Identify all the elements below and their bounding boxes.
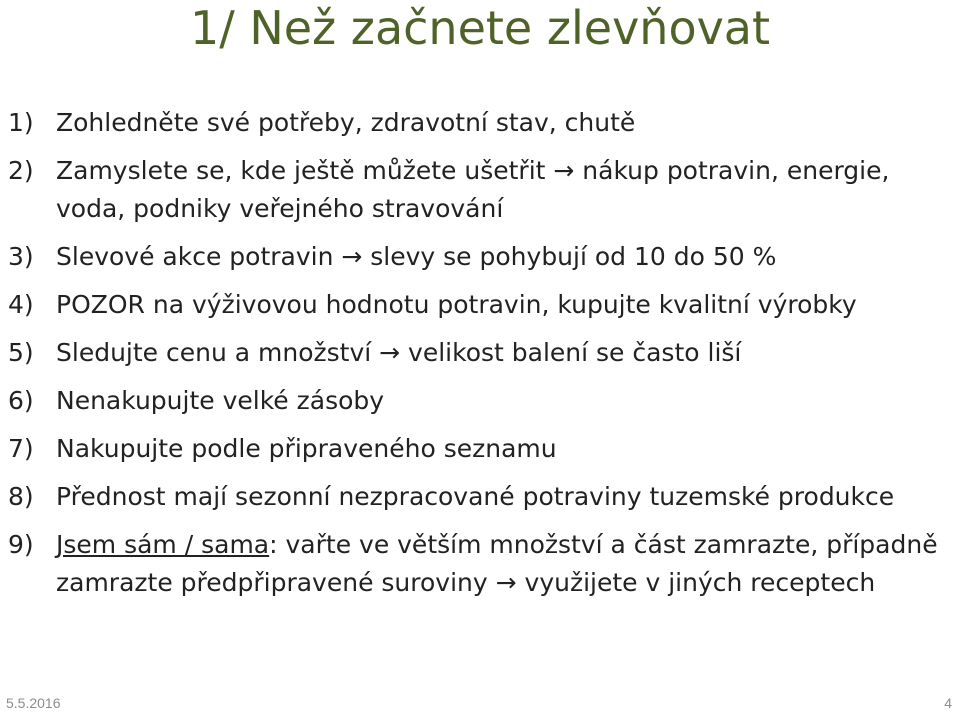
item-text: Sledujte cenu a množství → velikost balení se často liší (56, 338, 742, 367)
list-item (8, 430, 958, 468)
list-item (8, 286, 958, 324)
item-text: : vařte ve větším množství a část zamrazte, případně zamrazte předpřipravené suroviny → využijete v jiných receptech (56, 530, 938, 597)
list-item (8, 478, 958, 516)
item-text: Nakupujte podle připraveného seznamu (56, 434, 557, 463)
item-text: Zamyslete se, kde ještě můžete ušetřit → nákup potravin, energie, voda, podniky veřejného stravování (56, 156, 890, 223)
slide-title: 1/ Než začnete zlevňovat (189, 1, 771, 55)
item-number: 2) (8, 156, 34, 185)
item-number: 9) (8, 530, 34, 559)
list-item (8, 152, 958, 228)
list-item (8, 104, 958, 142)
item-number: 3) (8, 242, 34, 271)
item-text: Zohledněte své potřeby, zdravotní stav, chutě (56, 108, 636, 137)
underlined-phrase: Jsem sám / sama (56, 530, 270, 559)
item-text: Nenakupujte velké zásoby (56, 386, 385, 415)
item-number: 1) (8, 108, 34, 137)
item-text: Přednost mají sezonní nezpracované potraviny tuzemské produkce (56, 482, 895, 511)
item-number: 8) (8, 482, 34, 511)
list-item (8, 334, 958, 372)
item-number: 7) (8, 434, 34, 463)
item-text: POZOR na výživovou hodnotu potravin, kupujte kvalitní výrobky (56, 290, 857, 319)
tips-list (8, 104, 958, 612)
item-number: 4) (8, 290, 34, 319)
item-number: 5) (8, 338, 34, 367)
list-item (8, 238, 958, 276)
item-number: 6) (8, 386, 34, 415)
page-number: 4 (944, 695, 952, 711)
list-item (8, 382, 958, 420)
list-item (8, 526, 958, 602)
item-text-wrapper (56, 526, 958, 602)
item-text: Slevové akce potravin → slevy se pohybují od 10 do 50 % (56, 242, 777, 271)
footer-date: 5.5.2016 (6, 695, 61, 711)
